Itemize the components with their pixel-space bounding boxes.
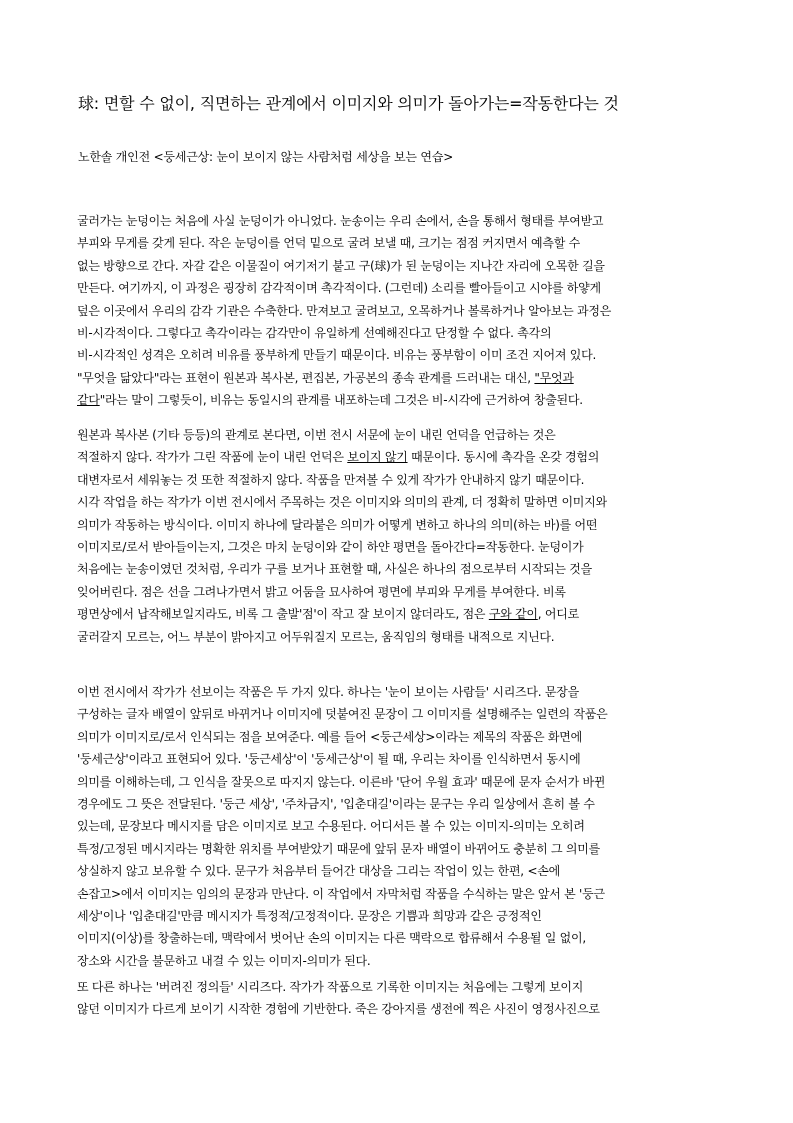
paragraph-line: 만든다. 여기까지, 이 과정은 굉장히 감각적이며 촉각적이다. (그런데) 소리를 빨아들이고 시야를 하얗게 — [77, 281, 601, 296]
underlined-phrase: 같다 — [77, 393, 100, 408]
paragraph-line: 이번 전시에서 작가가 선보이는 작품은 두 가지 있다. 하나는 '눈이 보이는 사람들' 시리즈다. 문장을 — [77, 685, 579, 699]
paragraph-4 — [77, 976, 719, 1021]
document-subtitle: 노한솔 개인전 <둥세근상: 눈이 보이지 않는 사람처럼 세상을 보는 연습> — [78, 150, 454, 164]
underlined-phrase: 보이지 않기 — [347, 450, 408, 465]
paragraph-line: 비-시각적이다. 그렇다고 촉각이라는 감각만이 유일하게 선예해진다고 단정할 수 없다. 촉각의 — [77, 325, 552, 340]
text-run: , 어디로 — [537, 607, 579, 622]
paragraph-line: 굴러갈지 모르는, 어느 부분이 밝아지고 어두워질지 모르는, 움직임의 형태를 내적으로 지닌다. — [77, 629, 555, 644]
paragraph-line: 처음에는 눈송이였던 것처럼, 우리가 구를 보거나 표현할 때, 사실은 하나의 점으로부터 시작되는 것을 — [77, 562, 592, 577]
paragraph-line: 덮은 이곳에서 우리의 감각 기관은 수축한다. 만져보고 굴려보고, 오목하거나 볼록하거나 알아보는 과정은 — [77, 303, 612, 318]
paragraph-line: 이미지로/로서 받아들이는지, 그것은 마치 눈덩이와 같이 하얀 평면을 돌아간다=작동한다. 눈덩이가 — [77, 539, 584, 554]
paragraph-line: 또 다른 하나는 '버려진 정의들' 시리즈다. 작가가 작품으로 기록한 이미지는 처음에는 그렇게 보이지 — [77, 980, 584, 994]
paragraph-line: 시각 작업을 하는 작가가 이번 전시에서 주목하는 것은 이미지와 의미의 관계, 더 정확히 말하면 이미지와 — [77, 495, 607, 510]
paragraph-1 — [77, 210, 719, 412]
paragraph-line: 잊어버린다. 점은 선을 그려나가면서 밝고 어둠을 묘사하여 평면에 부피와 무게를 부여한다. 비록 — [77, 584, 566, 599]
paragraph-line — [77, 367, 719, 389]
paragraph-line: 굴러가는 눈덩이는 처음에 사실 눈덩이가 아니었다. 눈송이는 우리 손에서, 손을 통해서 형태를 부여받고 — [77, 214, 604, 228]
paragraph-2 — [77, 424, 719, 648]
paragraph-line: 장소와 시간을 불문하고 내걸 수 있는 이미지-의미가 된다. — [77, 953, 371, 968]
paragraph-line: 세상'이나 '입춘대길'만큼 메시지가 특정적/고정적이다. 문장은 기쁨과 희망과 같은 긍정적인 — [77, 908, 542, 923]
paragraph-line: 의미가 작동하는 방식이다. 이미지 하나에 달라붙은 의미가 어떻게 변하고 하나의 의미(하는 바)를 어떤 — [77, 517, 598, 532]
document-title: 球: 면할 수 없이, 직면하는 관계에서 이미지와 의미가 돌아가는=작동한다는 것 — [78, 94, 619, 113]
paragraph-line: 원본과 복사본 (기타 등등)의 관계로 본다면, 이번 전시 서문에 눈이 내린 언덕을 언급하는 것은 — [77, 428, 556, 442]
text-run: 평면상에서 납작해보일지라도, 비록 그 출발'점'이 작고 잘 보이지 않더라도, 점은 — [77, 607, 489, 622]
paragraph-line: 상실하지 않고 보유할 수 있다. 문구가 처음부터 들어간 대상을 그리는 작업이 있는 한편, <손에 — [77, 864, 560, 879]
paragraph-line: 의미를 이해하는데, 그 인식을 잘못으로 따지지 않는다. 이른바 '단어 우월 효과' 때문에 문자 순서가 바뀐 — [77, 774, 606, 789]
paragraph-line: 있는데, 문장보다 메시지를 담은 이미지로 보고 수용된다. 어디서든 볼 수 있는 이미지-의미는 오히려 — [77, 819, 585, 834]
paragraph-line: 구성하는 글자 배열이 앞뒤로 바뀌거나 이미지에 덧붙여진 문장이 그 이미지를 설명해주는 일련의 작품은 — [77, 707, 608, 722]
text-run: 때문이다. 동시에 촉각을 온갖 경험의 — [407, 450, 600, 465]
paragraph-line: 이미지(이상)를 창출하는데, 맥락에서 벗어난 손의 이미지는 다른 맥락으로 합류해서 수용될 일 없이, — [77, 931, 586, 946]
paragraph-line: 손잡고>에서 이미지는 임의의 문장과 만난다. 이 작업에서 자막처럼 작품을 수식하는 말은 앞서 본 '둥근 — [77, 886, 605, 901]
paragraph-line: '둥세근상'이라고 표현되어 있다. '둥근세상'이 '둥세근상'이 될 때, 우리는 차이를 인식하면서 동시에 — [77, 752, 581, 767]
paragraph-line: 부피와 무게를 갖게 된다. 작은 눈덩이를 언덕 밑으로 굴려 보낼 때, 크기는 점점 커지면서 예측할 수 — [77, 236, 580, 251]
paragraph-3 — [77, 681, 719, 972]
underlined-phrase: 구와 같이 — [488, 607, 538, 622]
paragraph-line: 비-시각적인 성격은 오히려 비유를 풍부하게 만들기 때문이다. 비유는 풍부함이 이미 조건 지어져 있다. — [77, 348, 597, 363]
text-run: 적절하지 않다. 작가가 그린 작품에 눈이 내린 언덕은 — [77, 450, 348, 465]
paragraph-line — [77, 389, 719, 411]
paragraph-line: 없는 방향으로 간다. 자갈 같은 이물질이 여기저기 붙고 구(球)가 된 눈덩이는 지나간 자리에 오목한 길을 — [77, 258, 605, 273]
paragraph-line: 특정/고정된 메시지라는 명확한 위치를 부여받았기 때문에 앞뒤 문자 배열이 바뀌어도 충분히 그 의미를 — [77, 841, 600, 856]
paragraph-line — [77, 603, 719, 625]
paragraph-line: 경우에도 그 뜻은 전달된다. '둥근 세상', '주차금지', '입춘대길'이라는 문구는 우리 일상에서 흔히 볼 수 — [77, 796, 595, 811]
paragraph-line: 않던 이미지가 다르게 보이기 시작한 경험에 기반한다. 죽은 강아지를 생전에 찍은 사진이 영정사진으로 — [77, 1002, 600, 1017]
text-run: "라는 말이 그렇듯이, 비유는 동일시의 관계를 내포하는데 그것은 비-시각에 근거하여 창출된다. — [99, 393, 583, 408]
text-run: "무엇을 닮았다"라는 표현이 원본과 복사본, 편집본, 가공본의 종속 관계를 드러내는 대신, — [77, 370, 535, 385]
paragraph-line: 대변자로서 세워놓는 것 또한 적절하지 않다. 작품을 만져볼 수 있게 작가가 안내하지 않기 때문이다. — [77, 472, 585, 487]
paragraph-line — [77, 446, 719, 468]
underlined-phrase: "무엇과 — [534, 370, 574, 385]
paragraph-line: 의미가 이미지로/로서 인식되는 점을 보여준다. 예를 들어 <둥근세상>이라는 제목의 작품은 화면에 — [77, 729, 582, 744]
